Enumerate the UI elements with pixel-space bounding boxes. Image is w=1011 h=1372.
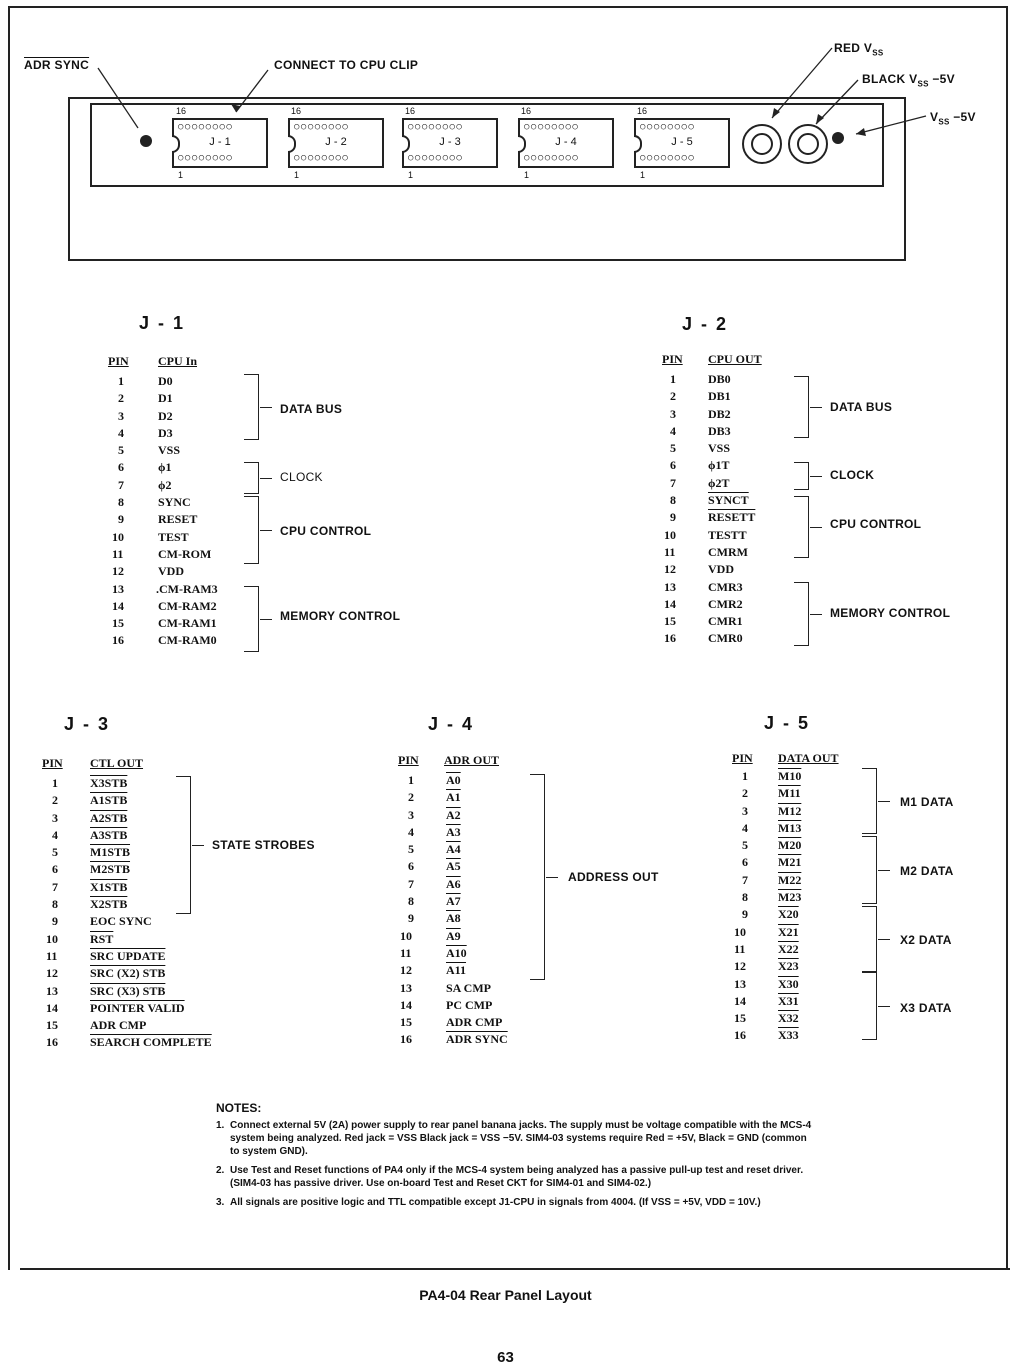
table-row: 10 $\overline{RST}$ — [46, 931, 114, 946]
j1-clock-label: CLOCK — [280, 470, 323, 484]
red-banana-jack[interactable] — [742, 124, 782, 164]
table-row: 4 A3 — [408, 824, 461, 839]
table-row: 16 ADR SYNC — [400, 1032, 508, 1047]
j5-m2-data-label: M2 DATA — [900, 864, 954, 878]
j1-pin16-label: 16 — [176, 106, 187, 116]
table-row: 10 TESTT — [664, 527, 747, 542]
j4-pin16-label: 16 — [521, 106, 532, 116]
page-number: 63 — [497, 1349, 514, 1366]
table-row: 6 M21 — [742, 855, 802, 870]
j5-x2-data-label: X2 DATA — [900, 933, 952, 947]
j5-m2-data-brace — [862, 836, 877, 904]
table-row: 1 DB0 — [670, 372, 731, 386]
table-row: 15 CMR1 — [664, 614, 743, 629]
table-row: 8 SYNC — [118, 495, 191, 510]
j1-signal-header: CPU In — [158, 354, 198, 368]
adr-sync-test-point — [140, 135, 152, 147]
table-row: 4 A3STB — [52, 827, 128, 842]
table-row: 15 ADR CMP — [400, 1015, 503, 1030]
j2-cpu-control-brace — [794, 496, 809, 558]
table-row: 12 VDD — [664, 562, 734, 577]
j1-data-bus-brace — [244, 374, 259, 440]
table-row: 6 A5 — [408, 859, 461, 874]
table-row: 11 SRC UPDATE — [46, 948, 166, 963]
j5-signal-header: DATA OUT — [778, 751, 839, 765]
table-row: 12 A11 — [400, 963, 467, 978]
j3-title: J - 3 — [64, 714, 111, 734]
j2-memory-control-brace — [794, 582, 809, 646]
cpu-clip-label: CONNECT TO CPU CLIP — [274, 58, 419, 72]
j1-title: J - 1 — [139, 313, 186, 333]
table-row: 10 X21 — [734, 924, 799, 939]
table-row: 10 A9 — [400, 928, 461, 943]
table-row: 13 CMR3 — [664, 579, 743, 594]
j3-pin1-label: 1 — [408, 170, 414, 180]
table-row: 5 M20 — [742, 838, 802, 853]
j2-signal-header: CPU OUT — [708, 352, 762, 366]
table-row: 13 X30 — [734, 976, 799, 991]
table-row: 5 VSS — [118, 443, 181, 458]
table-row: 15 X32 — [734, 1011, 799, 1026]
j2-pin1-label: 1 — [294, 170, 300, 180]
j2-clock-label: CLOCK — [830, 468, 875, 482]
table-row: 1 A0 — [408, 773, 461, 787]
j3-signal-header: CTL OUT — [90, 756, 144, 770]
notes-section — [216, 1102, 816, 1215]
table-row: 4 D3 — [118, 425, 173, 440]
table-row: 7 M22 — [742, 872, 802, 887]
figure-caption: PA4-04 Rear Panel Layout — [419, 1287, 592, 1303]
j3-pin16-label: 16 — [405, 106, 416, 116]
table-row: 13 SA CMP — [400, 980, 491, 995]
vss-minus-5v-label: $V_{SS} -5V$ — [930, 110, 976, 127]
table-row: 16 CMR0 — [664, 631, 743, 646]
table-row: 16 X33 — [734, 1028, 799, 1043]
black-vss-label: BLACK $V_{SS} -5V$ — [862, 72, 955, 89]
table-row: 9 A8 — [408, 911, 461, 926]
table-row: 8 M23 — [742, 890, 802, 905]
j5-m1-data-label: M1 DATA — [900, 795, 954, 809]
j2-data-bus-brace — [794, 376, 809, 438]
j2-memory-control-label: MEMORY CONTROL — [830, 606, 951, 620]
table-row: 7 X1STB — [52, 879, 128, 894]
table-row: 5 M1STB — [52, 845, 131, 860]
table-row: 11 CM-ROM — [112, 546, 212, 561]
table-row: 6 M2STB — [52, 862, 131, 877]
j4-signal-header: ADR OUT — [444, 753, 500, 767]
table-row: 2 M11 — [742, 786, 801, 801]
table-row: 7 ϕ2T — [670, 475, 730, 490]
table-row: 15 ADR CMP — [46, 1018, 147, 1033]
table-row: 8 A7 — [408, 894, 461, 909]
table-row: 2 DB1 — [670, 389, 731, 404]
table-row: 8 SYNCT — [670, 493, 749, 508]
note-item: 2. Use Test and Reset functions of PA4 only if the MCS-4 system being analyzed has a passive pull-up test and reset driver. (SIM4-03 has passive driver. Use on-board Test and Reset CKT for SIM4-01 and SIM4-02.) — [216, 1165, 804, 1189]
j5-x3-data-label: X3 DATA — [900, 1001, 952, 1015]
table-row: 14 CMR2 — [664, 596, 743, 611]
j1-cpu-control-label: CPU CONTROL — [280, 524, 372, 538]
j1-pin1-label: 1 — [178, 170, 184, 180]
j2-data-bus-label: DATA BUS — [830, 400, 893, 414]
table-row: 3 A2 — [408, 807, 461, 822]
table-row: 9 RESET — [118, 512, 198, 527]
j5-title: J - 5 — [764, 713, 811, 733]
j5-pin1-label: 1 — [640, 170, 646, 180]
j1-data-bus-label: DATA BUS — [280, 402, 343, 416]
red-vss-label: RED $V_{SS}$ — [834, 41, 884, 58]
vss-test-point — [832, 132, 844, 144]
j5-m1-data-brace — [862, 768, 877, 834]
j5-pin-table — [732, 751, 882, 1046]
j4-pin1-label: 1 — [524, 170, 530, 180]
table-row: 16 SEARCH COMPLETE — [46, 1035, 212, 1050]
table-row: 14 X31 — [734, 993, 799, 1008]
table-row: 14 PC CMP — [400, 997, 493, 1012]
table-row: 13 .CM-RAM3 — [112, 581, 218, 596]
table-row: 12 SRC (X2) STB — [46, 966, 166, 981]
j2-title: J - 2 — [682, 314, 729, 334]
table-row: 5 VSS — [670, 441, 731, 456]
j4-address-out-brace — [530, 774, 545, 980]
table-row: 10 TEST — [112, 529, 189, 544]
j2-clock-brace — [794, 462, 809, 490]
table-row: 14 CM-RAM2 — [112, 598, 217, 613]
table-row: 7 ϕ2 — [118, 477, 172, 492]
j1-cpu-control-brace — [244, 496, 259, 564]
table-row: 12 VDD — [112, 564, 184, 579]
table-row: 14 POINTER VALID — [46, 1000, 185, 1015]
connector-j1[interactable]: ○○○○○○○○ J - 1 ○○○○○○○○ — [172, 118, 268, 168]
table-row: 1 X3STB — [52, 776, 128, 790]
j3-pin-header: PIN — [42, 756, 63, 770]
notes-title: NOTES: — [216, 1101, 262, 1115]
table-row: 3 M12 — [742, 803, 802, 818]
j4-pin-header: PIN — [398, 753, 419, 767]
table-row: 2 A1STB — [52, 793, 128, 808]
table-row: 6 ϕ1T — [670, 458, 730, 473]
connector-j4[interactable]: ○○○○○○○○ J - 4 ○○○○○○○○ — [518, 118, 614, 168]
table-row: 2 D1 — [118, 391, 173, 406]
j3-state-strobes-brace — [176, 776, 191, 914]
table-row: 11 CMRM — [664, 544, 748, 559]
j1-clock-brace — [244, 462, 259, 494]
table-row: 4 M13 — [742, 820, 802, 835]
table-row: 4 DB3 — [670, 423, 731, 438]
j5-x3-data-brace — [862, 972, 877, 1040]
table-row: 12 X23 — [734, 959, 799, 974]
table-row: 11 A10 — [400, 945, 467, 960]
table-row: 7 A6 — [408, 876, 461, 891]
j5-x2-data-brace — [862, 906, 877, 972]
j1-memory-control-label: MEMORY CONTROL — [280, 609, 401, 623]
j1-pin-table — [108, 354, 258, 651]
connector-j3[interactable]: ○○○○○○○○ J - 3 ○○○○○○○○ — [402, 118, 498, 168]
j2-pin16-label: 16 — [291, 106, 302, 116]
table-row: 3 A2STB — [52, 810, 128, 825]
j4-title: J - 4 — [428, 714, 475, 734]
table-row: 3 D2 — [118, 408, 173, 423]
j5-pin-header: PIN — [732, 751, 753, 765]
table-row: 3 DB2 — [670, 406, 731, 421]
table-row: 11 X22 — [734, 941, 799, 956]
j4-pin-table — [398, 753, 548, 1050]
table-row: 2 A1 — [408, 790, 461, 805]
j3-state-strobes-label: STATE STROBES — [212, 838, 315, 852]
note-item: 3. All signals are positive logic and TTL compatible except J1-CPU in signals from 4004. (If VSS = +5V, VDD = 10V.) — [216, 1197, 761, 1208]
adr-sync-label: ADR SYNC — [24, 58, 90, 72]
table-row: 15 CM-RAM1 — [112, 616, 217, 631]
table-row: 1 M10 — [742, 769, 802, 783]
connector-j2[interactable]: ○○○○○○○○ J - 2 ○○○○○○○○ — [288, 118, 384, 168]
black-banana-jack[interactable] — [788, 124, 828, 164]
note-item: 1. Connect external 5V (2A) power supply to rear panel banana jacks. The supply must be voltage compatible with the MCS-4 system being analyzed. Red jack = VSS Black jack = VSS −5V. SIM4-03 systems require Red = +5V, Black = GND (common to system GND). — [216, 1120, 812, 1157]
table-row: 1 D0 — [118, 374, 173, 388]
j2-pin-header: PIN — [662, 352, 683, 366]
j4-address-out-label: ADDRESS OUT — [568, 870, 659, 884]
j2-pin-table — [662, 352, 812, 649]
j1-memory-control-brace — [244, 586, 259, 652]
table-row: 9 X20 — [742, 907, 799, 922]
table-row: 6 ϕ1 — [118, 460, 172, 475]
j2-cpu-control-label: CPU CONTROL — [830, 517, 922, 531]
table-row: 13 SRC (X3) STB — [46, 983, 166, 998]
connector-j5[interactable]: ○○○○○○○○ J - 5 ○○○○○○○○ — [634, 118, 730, 168]
j3-pin-table — [42, 756, 242, 1053]
j5-pin16-label: 16 — [637, 106, 648, 116]
j1-pin-header: PIN — [108, 354, 129, 368]
table-row: 5 A4 — [408, 842, 461, 857]
table-row: 8 X2STB — [52, 897, 128, 912]
table-row: 9 EOC SYNC — [52, 914, 152, 929]
page-frame-bottom — [20, 1268, 1010, 1270]
table-row: 9 RESETT — [670, 510, 756, 525]
table-row: 16 CM-RAM0 — [112, 633, 217, 648]
